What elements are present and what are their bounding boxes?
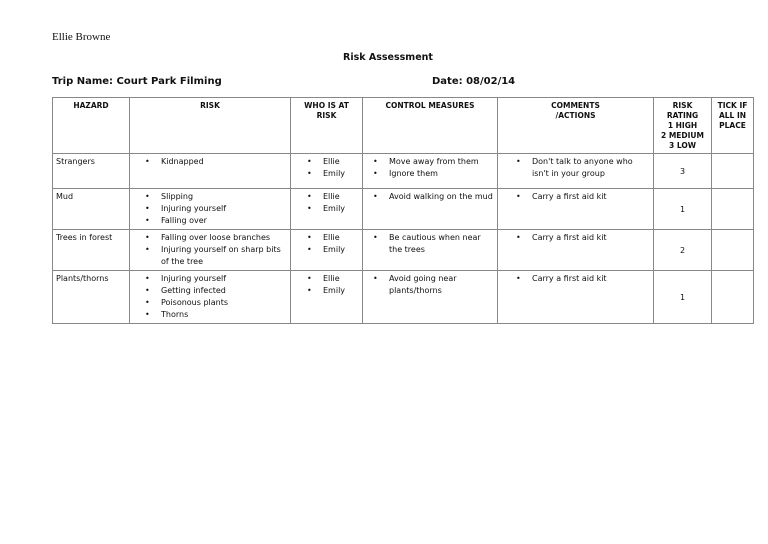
list-item: • Avoid walking on the mud — [368, 191, 494, 203]
list-item: • Carry a first aid kit — [511, 273, 650, 285]
list-item: • Emily — [302, 285, 359, 297]
header-hazard: HAZARD — [53, 98, 130, 154]
header-comments-actions: COMMENTS /ACTIONS — [498, 98, 654, 154]
tick-cell[interactable] — [712, 189, 754, 230]
header-risk-rating: RISK RATING 1 HIGH 2 MEDIUM 3 LOW — [654, 98, 712, 154]
list-item: • Move away from them — [368, 156, 494, 168]
list-item: • Ellie — [302, 191, 359, 203]
list-item: • Don't talk to anyone who isn't in your group — [511, 156, 650, 180]
list-item: • Emily — [302, 244, 359, 256]
comments-cell — [498, 271, 654, 324]
risk-assessment-table — [52, 97, 754, 324]
who-at-risk-cell — [291, 189, 363, 230]
table-row — [53, 271, 754, 324]
header-control-measures: CONTROL MEASURES — [363, 98, 498, 154]
list-item: • Injuring yourself on sharp bits of the tree — [140, 244, 287, 268]
control-measures-cell — [363, 154, 498, 189]
list-item: • Be cautious when near the trees — [368, 232, 494, 256]
risk-rating-cell: 2 — [654, 230, 712, 271]
risk-rating-cell: 1 — [654, 271, 712, 324]
who-at-risk-cell — [291, 154, 363, 189]
risk-rating-cell: 1 — [654, 189, 712, 230]
list-item: • Injuring yourself — [140, 273, 287, 285]
control-measures-cell — [363, 189, 498, 230]
comments-cell — [498, 189, 654, 230]
control-measures-cell — [363, 230, 498, 271]
table-row — [53, 230, 754, 271]
risk-cell — [130, 154, 291, 189]
hazard-cell: Mud — [53, 189, 130, 230]
tick-cell[interactable] — [712, 271, 754, 324]
list-item: • Ellie — [302, 156, 359, 168]
risk-cell — [130, 271, 291, 324]
header-who-at-risk: WHO IS AT RISK — [291, 98, 363, 154]
list-item: • Ignore them — [368, 168, 494, 180]
list-item: • Carry a first aid kit — [511, 232, 650, 244]
list-item: • Injuring yourself — [140, 203, 287, 215]
hazard-cell: Plants/thorns — [53, 271, 130, 324]
who-at-risk-cell — [291, 230, 363, 271]
table-row — [53, 154, 754, 189]
document-title: Risk Assessment — [343, 52, 433, 63]
list-item: • Emily — [302, 168, 359, 180]
list-item: • Ellie — [302, 232, 359, 244]
list-item: • Carry a first aid kit — [511, 191, 650, 203]
list-item: • Falling over loose branches — [140, 232, 287, 244]
comments-cell — [498, 154, 654, 189]
list-item: • Thorns — [140, 309, 287, 321]
tick-cell[interactable] — [712, 154, 754, 189]
list-item: • Slipping — [140, 191, 287, 203]
who-at-risk-cell — [291, 271, 363, 324]
list-item: • Avoid going near plants/thorns — [368, 273, 494, 297]
risk-cell — [130, 189, 291, 230]
list-item: • Falling over — [140, 215, 287, 227]
control-measures-cell — [363, 271, 498, 324]
trip-name: Trip Name: Court Park Filming — [52, 76, 222, 87]
header-risk: RISK — [130, 98, 291, 154]
risk-cell — [130, 230, 291, 271]
table-header-row — [53, 98, 754, 154]
author-name: Ellie Browne — [52, 31, 111, 43]
list-item: • Getting infected — [140, 285, 287, 297]
risk-rating-cell: 3 — [654, 154, 712, 189]
list-item: • Emily — [302, 203, 359, 215]
hazard-cell: Strangers — [53, 154, 130, 189]
list-item: • Ellie — [302, 273, 359, 285]
list-item: • Poisonous plants — [140, 297, 287, 309]
hazard-cell: Trees in forest — [53, 230, 130, 271]
trip-date: Date: 08/02/14 — [432, 76, 516, 87]
table-row — [53, 189, 754, 230]
comments-cell — [498, 230, 654, 271]
header-tick-if-all-in-place: TICK IF ALL IN PLACE — [712, 98, 754, 154]
list-item: • Kidnapped — [140, 156, 287, 168]
tick-cell[interactable] — [712, 230, 754, 271]
